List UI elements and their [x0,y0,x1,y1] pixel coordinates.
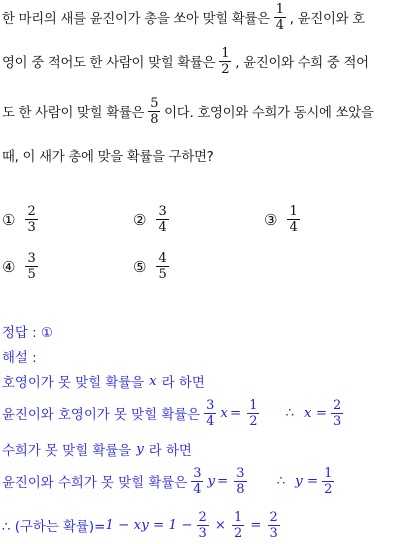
fraction: $\frac{4}{5}$ [158,251,167,282]
fraction: $\frac{1}{4}$ [275,2,284,33]
solution-line-1: 호영이가 못 맞힐 확률을 x 라 하면 [2,374,205,391]
question-line-2 [2,46,369,77]
fraction: $\frac{5}{8}$ [150,96,159,127]
fraction: $\frac{3}{8}$ [236,466,245,497]
fraction: $\frac{2}{3}$ [269,510,278,541]
option-number: ④ [2,257,16,276]
question-text: 영이 중 적어도 한 사람이 맞힐 확률은 [2,56,216,71]
fraction: $\frac{2}{3}$ [198,510,207,541]
answer-line [2,322,53,341]
question-text: 때, 이 새가 총에 맞을 확률을 구하면? [2,150,214,165]
variable: y [207,474,216,489]
times-symbol: × [214,518,227,533]
question-line-1 [2,2,365,33]
solution-line-5: ∴ (구하는 확률)= 1 − xy = 1 − $\frac{2}{3}$ × $\frac{1}{2}$ = $\frac{2}{3}$ [2,510,278,541]
fraction: $\frac{1}{2}$ [249,398,258,429]
fraction: $\frac{3}{5}$ [27,251,36,282]
fraction: $\frac{2}{3}$ [27,204,36,235]
variable: y [136,442,144,457]
question-text: , 윤진이와 호 [289,12,365,27]
option-5[interactable] [133,251,173,282]
fraction: $\frac{1}{2}$ [324,466,333,497]
question-text: 이다. 호영이와 수희가 동시에 쏘았을 [164,106,374,121]
fraction: $\frac{1}{2}$ [221,46,230,77]
option-3[interactable] [264,204,304,235]
solution-line-3: 수희가 못 맞힐 확률을 y 라 하면 [2,442,192,459]
option-number: ⑤ [133,257,147,276]
option-4[interactable] [2,251,42,282]
option-2[interactable] [133,204,173,235]
therefore-symbol: ∴ [276,474,286,489]
question-line-4 [2,146,213,165]
question-line-3 [2,96,373,127]
fraction: $\frac{2}{3}$ [333,398,342,429]
variable: x [149,374,157,389]
therefore-symbol: ∴ [285,406,295,421]
solution-line-2: 윤진이와 호영이가 못 맞힐 확률은 $\frac{3}{4}$ x = $\frac{1}{2}$ ∴ x = $\frac{2}{3}$ [2,398,342,429]
question-text: , 윤진이와 수희 중 적어 [235,56,369,71]
option-1[interactable] [2,204,42,235]
fraction: $\frac{3}{4}$ [158,204,167,235]
solution-line-4: 윤진이와 수희가 못 맞힐 확률은 $\frac{3}{4}$ y = $\frac{3}{8}$ ∴ y = $\frac{1}{2}$ [2,466,333,497]
option-number: ② [133,210,147,229]
answer-text: 정답 : ① [2,326,53,341]
fraction: $\frac{3}{4}$ [206,398,215,429]
fraction: $\frac{3}{4}$ [193,466,202,497]
fraction: $\frac{1}{4}$ [289,204,298,235]
question-text: 한 마리의 새를 윤진이가 총을 쏘아 맞힐 확률은 [2,12,270,27]
fraction: $\frac{1}{2}$ [234,510,243,541]
option-number: ③ [264,210,278,229]
question-text: 도 한 사람이 맞힐 확률은 [2,106,145,121]
option-number: ① [2,210,16,229]
explanation-label: 해설 : [2,351,37,366]
variable: x [220,406,228,421]
